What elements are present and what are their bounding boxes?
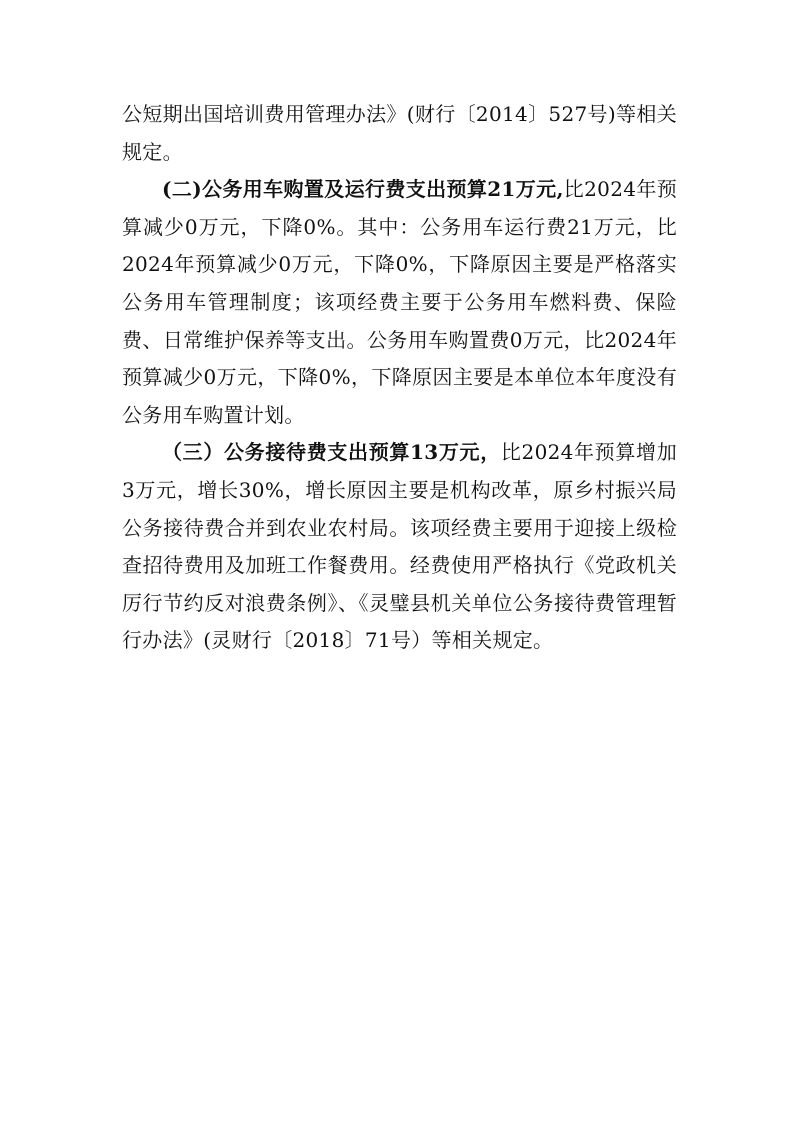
document-body bbox=[122, 96, 677, 660]
paragraph-vehicle-budget bbox=[122, 171, 677, 434]
paragraph-continuation bbox=[122, 96, 677, 171]
paragraph-text: 比2024年预算增加3万元，增长30%，增长原因主要是机构改革，原乡村振兴局公务接待费合并到农业农村局。该项经费主要用于迎接上级检查招待费用及加班工作餐费用。经费使用严格执行《党政机关厉行节约反对浪费条例》、《灵璧县机关单位公务接待费管理暂行办法》(灵财行〔2018〕71号）等相关规定。 bbox=[122, 440, 677, 653]
paragraph-reception-budget bbox=[122, 434, 677, 660]
section-heading-reception: （三）公务接待费支出预算13万元， bbox=[162, 440, 501, 465]
section-heading-vehicle: (二)公务用车购置及运行费支出预算21万元, bbox=[162, 177, 564, 202]
paragraph-text: 公短期出国培训费用管理办法》(财行〔2014〕527号)等相关规定。 bbox=[122, 102, 677, 164]
paragraph-text: 比2024年预算减少0万元，下降0%。其中：公务用车运行费21万元，比2024年预算减少0万元，下降0%，下降原因主要是严格落实公务用车管理制度；该项经费主要于公务用车燃料费、保险费、日常维护保养等支出。公务用车购置费0万元，比2024年预算减少0万元，下降0%，下降原因主要是本单位本年度没有公务用车购置计划。 bbox=[122, 177, 677, 427]
